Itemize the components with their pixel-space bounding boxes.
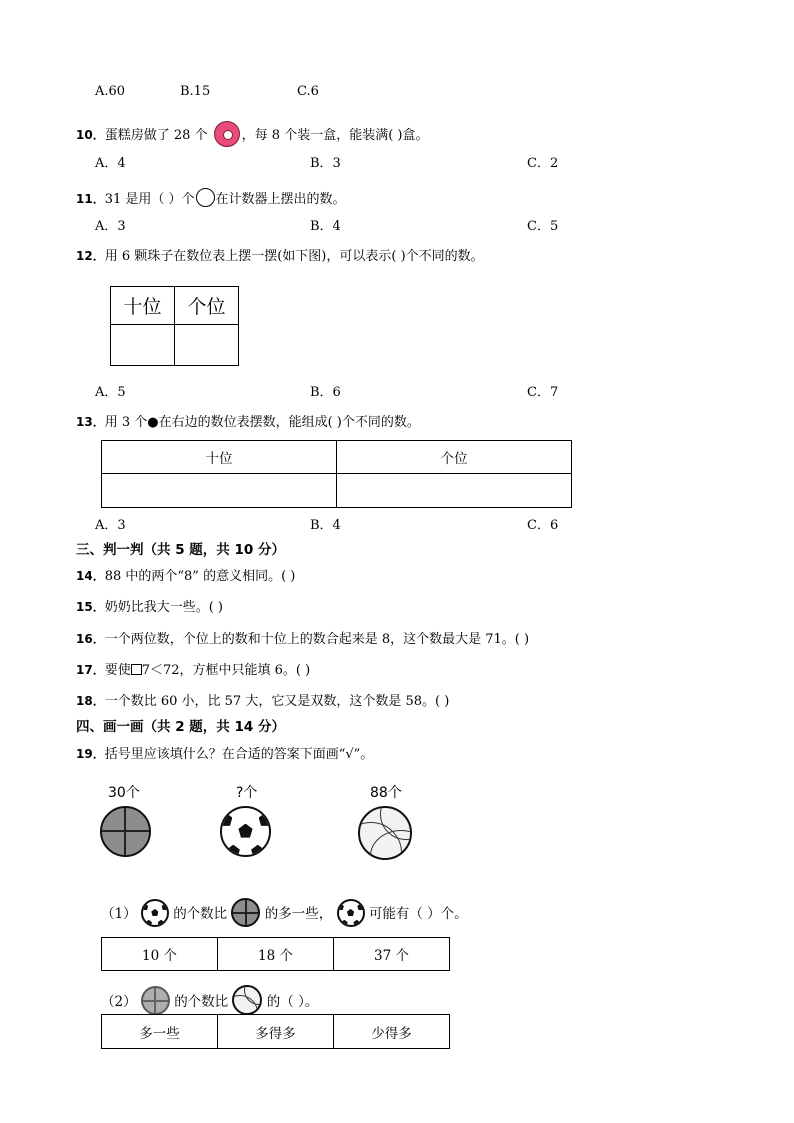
question-18 [76, 695, 449, 708]
q10-option-c: C．2 [527, 156, 559, 171]
question-number: 15． [76, 600, 105, 614]
question-text: 31 是用（ ）个 [104, 192, 195, 207]
q11-option-b: B．4 [310, 219, 341, 234]
question-number: 14． [76, 569, 105, 583]
option-cell[interactable]: 37 个 [334, 938, 450, 971]
q9-option-a: A.60 [95, 84, 126, 99]
volleyball-count-label: 88个 [370, 785, 402, 801]
question-10 [76, 121, 428, 147]
q19-part-1-options [101, 937, 450, 971]
question-19 [76, 748, 373, 761]
ones-header: 个位 [337, 441, 572, 474]
question-11 [76, 188, 346, 207]
part-text: 的（ ）。 [266, 994, 319, 1010]
question-text: 一个数比 60 小，比 57 大，它又是双数，这个数是 58。( ) [104, 694, 450, 709]
question-12 [76, 250, 484, 263]
question-13 [76, 416, 420, 429]
question-number: 13． [76, 415, 105, 429]
question-15 [76, 601, 223, 614]
basketball-icon [100, 806, 151, 857]
basketball-icon [231, 898, 260, 927]
q10-option-a: A．4 [95, 156, 126, 171]
question-text: 用 3 个●在右边的数位表摆数，能组成( )个不同的数。 [104, 415, 420, 430]
q19-part-2-options [101, 1014, 450, 1049]
q19-part-2 [101, 985, 318, 1015]
part-text: 的个数比 [174, 994, 229, 1010]
basketball-count-label: 30个 [108, 785, 140, 801]
q13-option-a: A．3 [95, 518, 126, 533]
question-number: 16． [76, 632, 105, 646]
square-box-icon [131, 664, 142, 675]
q11-option-a: A．3 [95, 219, 126, 234]
question-17 [76, 664, 310, 677]
q12-option-c: C．7 [527, 385, 559, 400]
q9-option-b: B.15 [180, 84, 211, 99]
question-14 [76, 570, 295, 583]
q13-option-c: C．6 [527, 518, 559, 533]
place-value-table-12 [110, 286, 239, 366]
q9-option-c: C.6 [297, 84, 319, 99]
section-4-heading: 四、画一画（共 2 题，共 14 分） [76, 719, 285, 735]
part-text: 的多一些， [264, 906, 333, 922]
q12-option-b: B．6 [310, 385, 341, 400]
option-cell[interactable]: 少得多 [334, 1015, 450, 1049]
ones-header: 个位 [175, 287, 239, 325]
question-text: 一个两位数，个位上的数和十位上的数合起来是 8，这个数最大是 71。( ) [104, 632, 530, 647]
question-text: 蛋糕房做了 28 个 [104, 128, 208, 143]
option-cell[interactable]: 10 个 [102, 938, 218, 971]
option-cell[interactable]: 多得多 [218, 1015, 334, 1049]
part-index: （1） [101, 906, 137, 922]
circle-icon [196, 188, 215, 207]
question-text: 要使 [104, 663, 131, 678]
question-text-cont: ，每 8 个装一盒，能装满( )盒。 [241, 128, 429, 143]
tens-cell [102, 474, 337, 508]
volleyball-icon [358, 806, 412, 860]
question-number: 19． [76, 747, 105, 761]
option-cell[interactable]: 18 个 [218, 938, 334, 971]
question-number: 17． [76, 663, 105, 677]
part-index: （2） [101, 994, 137, 1010]
question-number: 10． [76, 128, 105, 142]
question-number: 11． [76, 192, 105, 206]
q11-option-c: C．5 [527, 219, 559, 234]
question-text-cont: 7＜72，方框中只能填 6。( ) [141, 663, 311, 678]
soccer-count-label: ?个 [236, 785, 258, 801]
part-text: 可能有（ ）个。 [368, 906, 468, 922]
q10-option-b: B．3 [310, 156, 341, 171]
soccer-ball-icon [141, 899, 169, 927]
soccer-ball-icon [220, 806, 271, 857]
question-text: 88 中的两个“8” 的意义相同。( ) [104, 569, 296, 584]
question-text-cont: 在计数器上摆出的数。 [215, 192, 346, 207]
basketball-icon [141, 986, 170, 1015]
question-text: 奶奶比我大一些。( ) [104, 600, 223, 615]
tens-cell [111, 325, 175, 366]
section-3-heading: 三、判一判（共 5 题，共 10 分） [76, 542, 285, 558]
question-text: 用 6 颗珠子在数位表上摆一摆(如下图)，可以表示( )个不同的数。 [104, 249, 484, 264]
question-text: 括号里应该填什么？在合适的答案下面画“√”。 [104, 747, 374, 762]
q12-option-a: A．5 [95, 385, 126, 400]
tens-header: 十位 [111, 287, 175, 325]
ones-cell [175, 325, 239, 366]
question-16 [76, 633, 529, 646]
q19-part-1 [101, 898, 468, 927]
donut-icon [214, 121, 240, 147]
question-number: 18． [76, 694, 105, 708]
option-cell[interactable]: 多一些 [102, 1015, 218, 1049]
part-text: 的个数比 [173, 906, 228, 922]
q13-option-b: B．4 [310, 518, 341, 533]
volleyball-icon [232, 985, 262, 1015]
question-number: 12． [76, 249, 105, 263]
place-value-table-13 [101, 440, 572, 508]
tens-header: 十位 [102, 441, 337, 474]
ones-cell [337, 474, 572, 508]
soccer-ball-icon [337, 899, 365, 927]
